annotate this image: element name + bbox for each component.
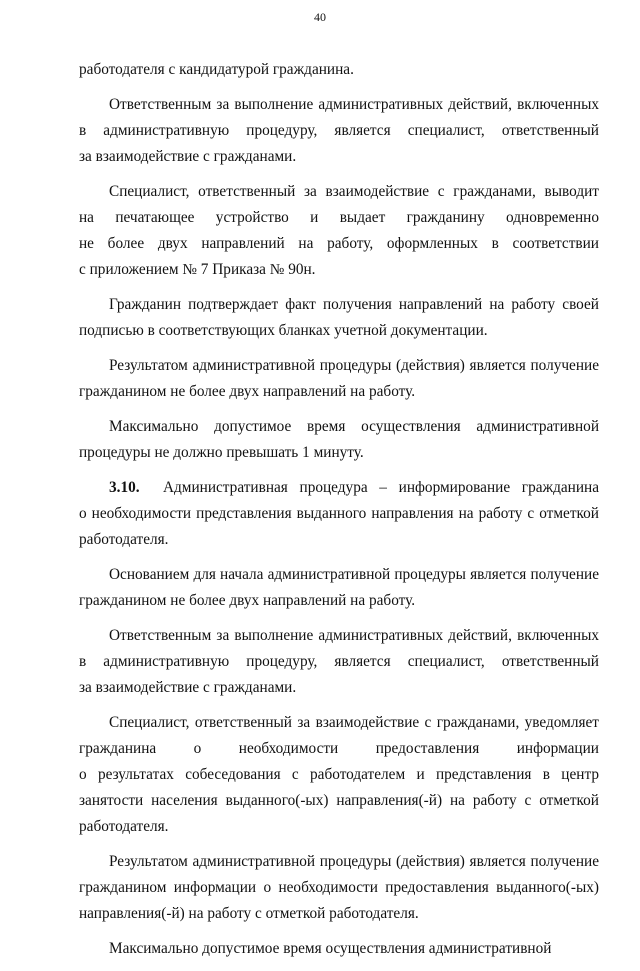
paragraph-line: гражданином информации о необходимости предоставления выданного(-ых)	[79, 879, 599, 896]
paragraph-line: Ответственным за выполнение административных действий, включенных	[109, 96, 599, 113]
paragraph	[79, 414, 599, 466]
paragraph-line: занятости населения выданного(-ых) направления(-й) на работу с отметкой	[79, 792, 599, 809]
paragraph-line: не более двух направлений на работу, оформленных в соответствии	[79, 235, 599, 252]
paragraph-line: Гражданин подтверждает факт получения направлений на работу своей	[109, 296, 599, 313]
paragraph-line: о необходимости представления выданного направления на работу с отметкой	[79, 505, 599, 522]
paragraph-line: работодателя с кандидатурой гражданина.	[79, 61, 354, 78]
paragraph	[79, 353, 599, 405]
paragraph-line: Основанием для начала административной процедуры является получение	[109, 566, 599, 583]
paragraph-line: Специалист, ответственный за взаимодействие с гражданами, выводит	[109, 183, 599, 200]
paragraph-line: с приложением № 7 Приказа № 90н.	[79, 261, 316, 278]
paragraph-line: направления(-й) на работу с отметкой работодателя.	[79, 905, 419, 922]
paragraph-line: Результатом административной процедуры (действия) является получение	[109, 357, 599, 374]
paragraph-line: Результатом административной процедуры (действия) является получение	[109, 853, 599, 870]
paragraph-line: Специалист, ответственный за взаимодействие с гражданами, уведомляет	[109, 714, 599, 731]
paragraph-line: Ответственным за выполнение административных действий, включенных	[109, 627, 599, 644]
paragraph-line: работодателя.	[79, 531, 169, 548]
paragraph-line: гражданином не более двух направлений на работу.	[79, 383, 416, 400]
paragraph-line: за взаимодействие с гражданами.	[79, 679, 297, 696]
paragraph-line: работодателя.	[79, 818, 169, 835]
document-body	[79, 57, 599, 971]
section-title-text: Административная процедура – информирование гражданина	[162, 479, 599, 496]
paragraph-line: о результатах собеседования с работодателем и представления в центр	[79, 766, 599, 783]
paragraph-line: на печатающее устройство и выдает гражданину одновременно	[79, 209, 599, 226]
paragraph-line: подписью в соответствующих бланках учетной документации.	[79, 322, 488, 339]
section-number: 3.10.	[109, 479, 140, 496]
paragraph	[79, 849, 599, 927]
paragraph	[79, 92, 599, 170]
paragraph	[79, 292, 599, 344]
paragraph-line: Максимально допустимое время осуществления административной	[109, 940, 552, 957]
paragraph-line: процедуры не должно превышать 1 минуту.	[79, 444, 364, 461]
paragraph-line: в административную процедуру, является специалист, ответственный	[79, 653, 599, 670]
paragraph-line: в административную процедуру, является специалист, ответственный	[79, 122, 599, 139]
paragraph	[79, 710, 599, 840]
paragraph	[79, 623, 599, 701]
paragraph-line: гражданина о необходимости предоставления информации	[79, 740, 599, 757]
paragraph	[79, 562, 599, 614]
paragraph	[79, 936, 599, 962]
paragraph	[79, 179, 599, 283]
paragraph-line: Максимально допустимое время осуществления административной	[109, 418, 599, 435]
paragraph-line: за взаимодействие с гражданами.	[79, 148, 297, 165]
paragraph	[79, 57, 599, 83]
paragraph-line: гражданином не более двух направлений на работу.	[79, 592, 416, 609]
page-number: 40	[314, 10, 326, 24]
paragraph-line	[79, 475, 599, 501]
paragraph	[79, 475, 599, 553]
